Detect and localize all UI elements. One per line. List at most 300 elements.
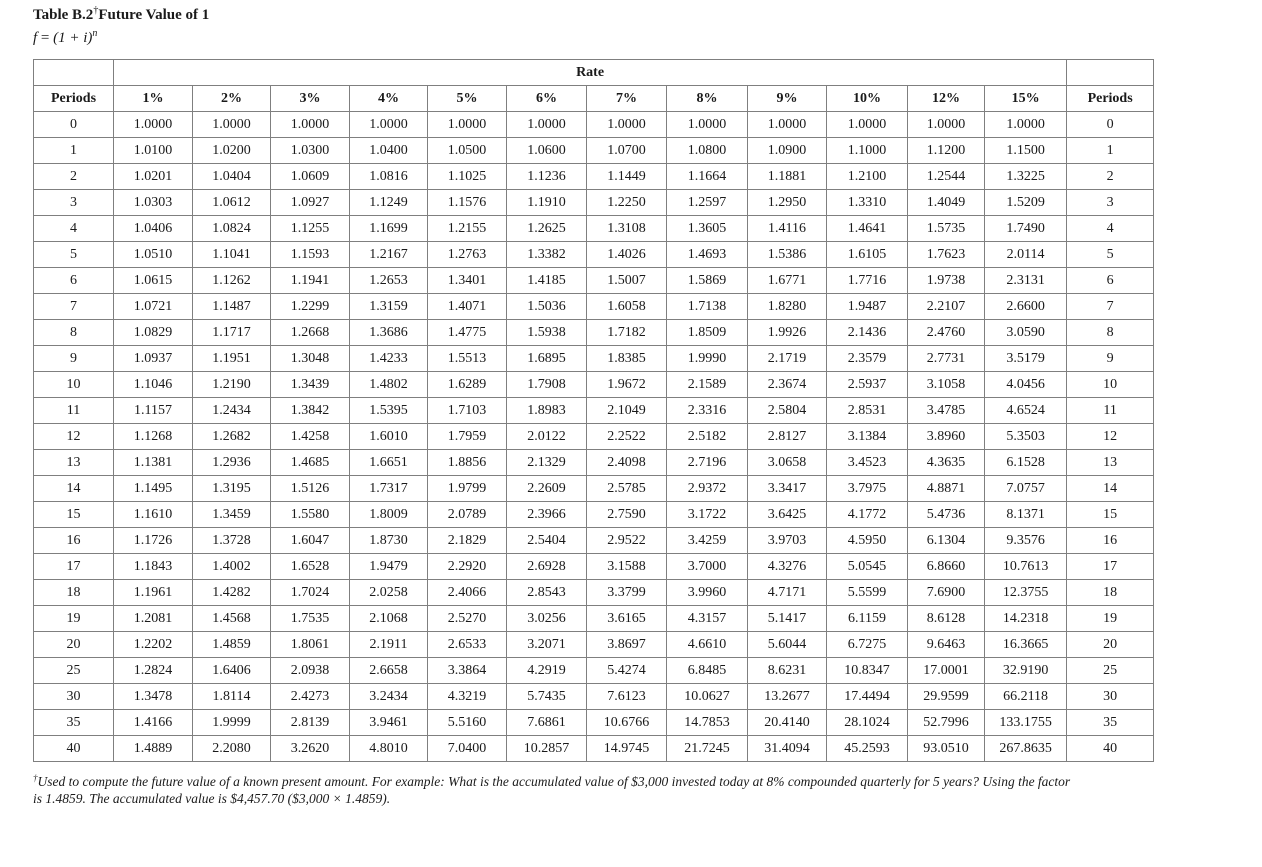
future-value-table [33, 59, 1154, 762]
factor-cell: 32.9190 [985, 658, 1067, 684]
factor-cell: 1.3686 [350, 320, 428, 346]
factor-cell: 2.6658 [350, 658, 428, 684]
factor-cell: 1.5869 [667, 268, 748, 294]
factor-cell: 93.0510 [908, 736, 985, 762]
factor-cell: 1.7959 [428, 424, 507, 450]
factor-cell: 2.5182 [667, 424, 748, 450]
factor-cell: 1.1726 [114, 528, 193, 554]
factor-cell: 9.3576 [985, 528, 1067, 554]
factor-cell: 4.0456 [985, 372, 1067, 398]
factor-cell: 1.6528 [271, 554, 350, 580]
factor-cell: 1.0721 [114, 294, 193, 320]
period-cell: 4 [34, 216, 114, 242]
factor-cell: 1.9738 [908, 268, 985, 294]
factor-cell: 2.6600 [985, 294, 1067, 320]
factor-cell: 1.0000 [985, 112, 1067, 138]
factor-cell: 1.2202 [114, 632, 193, 658]
factor-cell: 1.3382 [507, 242, 587, 268]
factor-cell: 2.8543 [507, 580, 587, 606]
factor-cell: 3.0256 [507, 606, 587, 632]
period-cell-right: 30 [1067, 684, 1154, 710]
factor-cell: 14.9745 [587, 736, 667, 762]
factor-cell: 2.5785 [587, 476, 667, 502]
period-cell: 7 [34, 294, 114, 320]
factor-cell: 1.2155 [428, 216, 507, 242]
factor-cell: 133.1755 [985, 710, 1067, 736]
factor-cell: 1.1881 [748, 164, 827, 190]
factor-cell: 1.4802 [350, 372, 428, 398]
factor-cell: 1.0000 [667, 112, 748, 138]
factor-cell: 1.5126 [271, 476, 350, 502]
rate-header-1pct: 1% [114, 86, 193, 112]
factor-cell: 1.5386 [748, 242, 827, 268]
periods-header-right: Periods [1067, 86, 1154, 112]
factor-cell: 3.4523 [827, 450, 908, 476]
factor-cell: 1.3728 [193, 528, 271, 554]
factor-cell: 1.4185 [507, 268, 587, 294]
rate-header-7pct: 7% [587, 86, 667, 112]
factor-cell: 4.5950 [827, 528, 908, 554]
rate-header-3pct: 3% [271, 86, 350, 112]
factor-cell: 6.8485 [667, 658, 748, 684]
period-cell-right: 5 [1067, 242, 1154, 268]
rate-header-4pct: 4% [350, 86, 428, 112]
period-cell-right: 0 [1067, 112, 1154, 138]
table-row [34, 684, 1154, 710]
factor-cell: 2.3579 [827, 346, 908, 372]
factor-cell: 1.9479 [350, 554, 428, 580]
factor-cell: 9.6463 [908, 632, 985, 658]
table-row [34, 242, 1154, 268]
factor-cell: 17.4494 [827, 684, 908, 710]
factor-cell: 4.2919 [507, 658, 587, 684]
factor-cell: 1.9487 [827, 294, 908, 320]
factor-cell: 1.0000 [587, 112, 667, 138]
factor-cell: 14.2318 [985, 606, 1067, 632]
factor-cell: 1.0000 [827, 112, 908, 138]
factor-cell: 6.7275 [827, 632, 908, 658]
factor-cell: 1.0300 [271, 138, 350, 164]
factor-cell: 1.2653 [350, 268, 428, 294]
factor-cell: 21.7245 [667, 736, 748, 762]
factor-cell: 2.7590 [587, 502, 667, 528]
factor-cell: 1.6010 [350, 424, 428, 450]
factor-cell: 1.0000 [507, 112, 587, 138]
factor-cell: 2.2609 [507, 476, 587, 502]
factor-cell: 4.6524 [985, 398, 1067, 424]
factor-cell: 1.1000 [827, 138, 908, 164]
rate-header-10pct: 10% [827, 86, 908, 112]
factor-cell: 1.0000 [271, 112, 350, 138]
factor-cell: 1.3605 [667, 216, 748, 242]
factor-cell: 7.6861 [507, 710, 587, 736]
factor-cell: 1.5395 [350, 398, 428, 424]
factor-cell: 1.0900 [748, 138, 827, 164]
factor-cell: 1.4568 [193, 606, 271, 632]
period-cell: 6 [34, 268, 114, 294]
factor-cell: 10.2857 [507, 736, 587, 762]
factor-cell: 1.0201 [114, 164, 193, 190]
factor-cell: 1.4685 [271, 450, 350, 476]
factor-cell: 3.5179 [985, 346, 1067, 372]
table-title-text: Future Value of 1 [98, 7, 210, 23]
period-cell-right: 8 [1067, 320, 1154, 346]
factor-cell: 2.2107 [908, 294, 985, 320]
factor-cell: 1.2824 [114, 658, 193, 684]
rate-group-header: Rate [114, 60, 1067, 86]
factor-cell: 1.7103 [428, 398, 507, 424]
factor-cell: 1.5007 [587, 268, 667, 294]
period-cell-right: 18 [1067, 580, 1154, 606]
factor-cell: 1.4859 [193, 632, 271, 658]
factor-cell: 2.4098 [587, 450, 667, 476]
factor-cell: 1.1699 [350, 216, 428, 242]
factor-cell: 1.0200 [193, 138, 271, 164]
factor-cell: 1.3459 [193, 502, 271, 528]
period-cell: 18 [34, 580, 114, 606]
factor-cell: 1.1381 [114, 450, 193, 476]
factor-cell: 1.6105 [827, 242, 908, 268]
factor-cell: 267.8635 [985, 736, 1067, 762]
rate-header-2pct: 2% [193, 86, 271, 112]
period-cell-right: 19 [1067, 606, 1154, 632]
factor-cell: 2.0938 [271, 658, 350, 684]
period-cell-right: 1 [1067, 138, 1154, 164]
factor-cell: 1.6289 [428, 372, 507, 398]
factor-cell: 1.8509 [667, 320, 748, 346]
factor-cell: 1.1487 [193, 294, 271, 320]
factor-cell: 6.1528 [985, 450, 1067, 476]
period-cell: 0 [34, 112, 114, 138]
factor-cell: 1.6771 [748, 268, 827, 294]
table-row [34, 710, 1154, 736]
header-blank-left [34, 60, 114, 86]
factor-cell: 1.5938 [507, 320, 587, 346]
factor-cell: 1.0700 [587, 138, 667, 164]
factor-cell: 1.0816 [350, 164, 428, 190]
factor-cell: 2.1049 [587, 398, 667, 424]
factor-cell: 3.1722 [667, 502, 748, 528]
factor-cell: 1.1025 [428, 164, 507, 190]
factor-cell: 1.1961 [114, 580, 193, 606]
factor-cell: 4.8010 [350, 736, 428, 762]
factor-cell: 1.1495 [114, 476, 193, 502]
factor-cell: 1.1200 [908, 138, 985, 164]
factor-cell: 1.4258 [271, 424, 350, 450]
factor-cell: 1.1046 [114, 372, 193, 398]
period-cell: 13 [34, 450, 114, 476]
table-row [34, 606, 1154, 632]
factor-cell: 1.4233 [350, 346, 428, 372]
factor-cell: 1.5209 [985, 190, 1067, 216]
factor-cell: 1.0829 [114, 320, 193, 346]
factor-cell: 1.7535 [271, 606, 350, 632]
factor-cell: 1.0927 [271, 190, 350, 216]
factor-cell: 1.1500 [985, 138, 1067, 164]
period-cell: 10 [34, 372, 114, 398]
factor-cell: 1.9999 [193, 710, 271, 736]
factor-cell: 1.6651 [350, 450, 428, 476]
factor-cell: 1.0824 [193, 216, 271, 242]
factor-cell: 5.5599 [827, 580, 908, 606]
factor-cell: 1.7908 [507, 372, 587, 398]
rate-header-6pct: 6% [507, 86, 587, 112]
factor-cell: 1.3478 [114, 684, 193, 710]
table-row [34, 294, 1154, 320]
period-cell-right: 12 [1067, 424, 1154, 450]
factor-cell: 2.5804 [748, 398, 827, 424]
factor-cell: 1.0000 [908, 112, 985, 138]
factor-cell: 3.7975 [827, 476, 908, 502]
period-cell-right: 17 [1067, 554, 1154, 580]
factor-cell: 1.1249 [350, 190, 428, 216]
factor-cell: 1.4641 [827, 216, 908, 242]
factor-cell: 1.0406 [114, 216, 193, 242]
period-cell-right: 6 [1067, 268, 1154, 294]
factor-cell: 1.8385 [587, 346, 667, 372]
factor-cell: 3.9461 [350, 710, 428, 736]
table-row [34, 658, 1154, 684]
formula [33, 28, 97, 48]
factor-cell: 4.3219 [428, 684, 507, 710]
table-row [34, 138, 1154, 164]
factor-cell: 1.0937 [114, 346, 193, 372]
factor-cell: 17.0001 [908, 658, 985, 684]
factor-cell: 5.4736 [908, 502, 985, 528]
factor-cell: 3.3799 [587, 580, 667, 606]
rate-header-15pct: 15% [985, 86, 1067, 112]
factor-cell: 4.6610 [667, 632, 748, 658]
factor-cell: 3.2620 [271, 736, 350, 762]
table-row [34, 632, 1154, 658]
period-cell: 19 [34, 606, 114, 632]
periods-header: Periods [34, 86, 114, 112]
factor-cell: 1.1843 [114, 554, 193, 580]
factor-cell: 31.4094 [748, 736, 827, 762]
footnote-line-2: is 1.4859. The accumulated value is $4,457.70 ($3,000 × 1.4859). [33, 791, 391, 806]
factor-cell: 1.8009 [350, 502, 428, 528]
table-row [34, 580, 1154, 606]
period-cell-right: 2 [1067, 164, 1154, 190]
factor-cell: 3.3417 [748, 476, 827, 502]
period-cell: 35 [34, 710, 114, 736]
factor-cell: 8.6231 [748, 658, 827, 684]
footnote [33, 773, 1262, 807]
factor-cell: 7.0757 [985, 476, 1067, 502]
factor-cell: 1.1157 [114, 398, 193, 424]
rate-header-12pct: 12% [908, 86, 985, 112]
factor-cell: 1.8730 [350, 528, 428, 554]
factor-cell: 3.1058 [908, 372, 985, 398]
table-row [34, 502, 1154, 528]
factor-cell: 1.2936 [193, 450, 271, 476]
factor-cell: 5.1417 [748, 606, 827, 632]
factor-cell: 3.6425 [748, 502, 827, 528]
period-cell-right: 13 [1067, 450, 1154, 476]
period-cell: 9 [34, 346, 114, 372]
period-cell: 8 [34, 320, 114, 346]
factor-cell: 3.9960 [667, 580, 748, 606]
factor-cell: 1.9799 [428, 476, 507, 502]
factor-cell: 1.1664 [667, 164, 748, 190]
period-cell-right: 25 [1067, 658, 1154, 684]
factor-cell: 2.2522 [587, 424, 667, 450]
table-row [34, 528, 1154, 554]
factor-cell: 1.8114 [193, 684, 271, 710]
table-row [34, 554, 1154, 580]
period-cell-right: 35 [1067, 710, 1154, 736]
factor-cell: 1.0100 [114, 138, 193, 164]
factor-cell: 5.4274 [587, 658, 667, 684]
factor-cell: 20.4140 [748, 710, 827, 736]
table-row [34, 164, 1154, 190]
factor-cell: 29.9599 [908, 684, 985, 710]
factor-cell: 1.0615 [114, 268, 193, 294]
factor-cell: 1.0500 [428, 138, 507, 164]
period-cell: 16 [34, 528, 114, 554]
factor-cell: 1.3195 [193, 476, 271, 502]
footnote-dagger: † [33, 773, 38, 783]
factor-cell: 2.5404 [507, 528, 587, 554]
table-label: Table B.2 [33, 7, 94, 23]
factor-cell: 4.7171 [748, 580, 827, 606]
factor-cell: 6.8660 [908, 554, 985, 580]
factor-cell: 2.2920 [428, 554, 507, 580]
factor-cell: 1.1941 [271, 268, 350, 294]
period-cell: 5 [34, 242, 114, 268]
factor-cell: 1.8280 [748, 294, 827, 320]
factor-cell: 1.4002 [193, 554, 271, 580]
factor-cell: 12.3755 [985, 580, 1067, 606]
factor-cell: 1.2299 [271, 294, 350, 320]
period-cell: 25 [34, 658, 114, 684]
factor-cell: 16.3665 [985, 632, 1067, 658]
factor-cell: 1.2544 [908, 164, 985, 190]
formula-lhs: f [33, 30, 38, 46]
factor-cell: 1.4049 [908, 190, 985, 216]
factor-cell: 1.1910 [507, 190, 587, 216]
factor-cell: 1.2668 [271, 320, 350, 346]
factor-cell: 1.8983 [507, 398, 587, 424]
factor-cell: 1.2167 [350, 242, 428, 268]
factor-cell: 2.1719 [748, 346, 827, 372]
factor-cell: 6.1304 [908, 528, 985, 554]
factor-cell: 52.7996 [908, 710, 985, 736]
factor-cell: 1.9672 [587, 372, 667, 398]
factor-cell: 1.1610 [114, 502, 193, 528]
factor-cell: 4.8871 [908, 476, 985, 502]
factor-cell: 1.1041 [193, 242, 271, 268]
factor-cell: 1.1449 [587, 164, 667, 190]
factor-cell: 1.0510 [114, 242, 193, 268]
factor-cell: 3.1588 [587, 554, 667, 580]
period-cell: 1 [34, 138, 114, 164]
factor-cell: 2.9372 [667, 476, 748, 502]
factor-cell: 1.2625 [507, 216, 587, 242]
period-cell-right: 9 [1067, 346, 1154, 372]
factor-cell: 1.3048 [271, 346, 350, 372]
factor-cell: 1.6895 [507, 346, 587, 372]
factor-cell: 1.4282 [193, 580, 271, 606]
factor-cell: 3.9703 [748, 528, 827, 554]
factor-cell: 1.0600 [507, 138, 587, 164]
factor-cell: 1.4071 [428, 294, 507, 320]
factor-cell: 2.4066 [428, 580, 507, 606]
factor-cell: 8.6128 [908, 606, 985, 632]
footnote-line-1: Used to compute the future value of a known present amount. For example: What is the accumulated value of $3,000 invested today at 8% compounded quarterly for 5 years? Using the factor [37, 774, 1071, 789]
factor-cell: 3.0590 [985, 320, 1067, 346]
factor-cell: 3.4785 [908, 398, 985, 424]
table-row [34, 112, 1154, 138]
factor-cell: 28.1024 [827, 710, 908, 736]
factor-cell: 2.1829 [428, 528, 507, 554]
factor-cell: 1.2763 [428, 242, 507, 268]
factor-cell: 3.1384 [827, 424, 908, 450]
factor-cell: 2.8531 [827, 398, 908, 424]
factor-cell: 1.7623 [908, 242, 985, 268]
factor-cell: 1.5513 [428, 346, 507, 372]
factor-cell: 4.3635 [908, 450, 985, 476]
table-row [34, 190, 1154, 216]
factor-cell: 1.2190 [193, 372, 271, 398]
period-cell: 3 [34, 190, 114, 216]
factor-cell: 1.3842 [271, 398, 350, 424]
factor-cell: 1.7024 [271, 580, 350, 606]
rate-header-9pct: 9% [748, 86, 827, 112]
factor-cell: 2.1911 [350, 632, 428, 658]
table-row [34, 398, 1154, 424]
factor-cell: 2.1589 [667, 372, 748, 398]
factor-cell: 1.9926 [748, 320, 827, 346]
factor-cell: 1.6047 [271, 528, 350, 554]
table-row [34, 268, 1154, 294]
factor-cell: 1.1236 [507, 164, 587, 190]
factor-cell: 1.0612 [193, 190, 271, 216]
factor-cell: 3.0658 [748, 450, 827, 476]
factor-cell: 1.4166 [114, 710, 193, 736]
formula-eq: = [37, 30, 54, 46]
factor-cell: 1.3225 [985, 164, 1067, 190]
dagger-mark: † [93, 5, 99, 16]
factor-cell: 2.1068 [350, 606, 428, 632]
factor-cell: 2.4273 [271, 684, 350, 710]
factor-cell: 2.5270 [428, 606, 507, 632]
factor-cell: 1.2597 [667, 190, 748, 216]
rate-header-5pct: 5% [428, 86, 507, 112]
factor-cell: 5.6044 [748, 632, 827, 658]
factor-cell: 66.2118 [985, 684, 1067, 710]
factor-cell: 1.7182 [587, 320, 667, 346]
factor-cell: 2.9522 [587, 528, 667, 554]
factor-cell: 1.3108 [587, 216, 667, 242]
factor-cell: 3.8697 [587, 632, 667, 658]
period-cell: 30 [34, 684, 114, 710]
factor-cell: 2.0114 [985, 242, 1067, 268]
rate-header-8pct: 8% [667, 86, 748, 112]
period-cell: 40 [34, 736, 114, 762]
factor-cell: 3.3864 [428, 658, 507, 684]
table-row [34, 476, 1154, 502]
factor-cell: 1.4693 [667, 242, 748, 268]
factor-cell: 1.7317 [350, 476, 428, 502]
factor-cell: 1.5735 [908, 216, 985, 242]
factor-cell: 2.3316 [667, 398, 748, 424]
factor-cell: 1.1717 [193, 320, 271, 346]
factor-cell: 2.0258 [350, 580, 428, 606]
rate-header-row [34, 86, 1154, 112]
factor-cell: 1.9990 [667, 346, 748, 372]
table-row [34, 450, 1154, 476]
